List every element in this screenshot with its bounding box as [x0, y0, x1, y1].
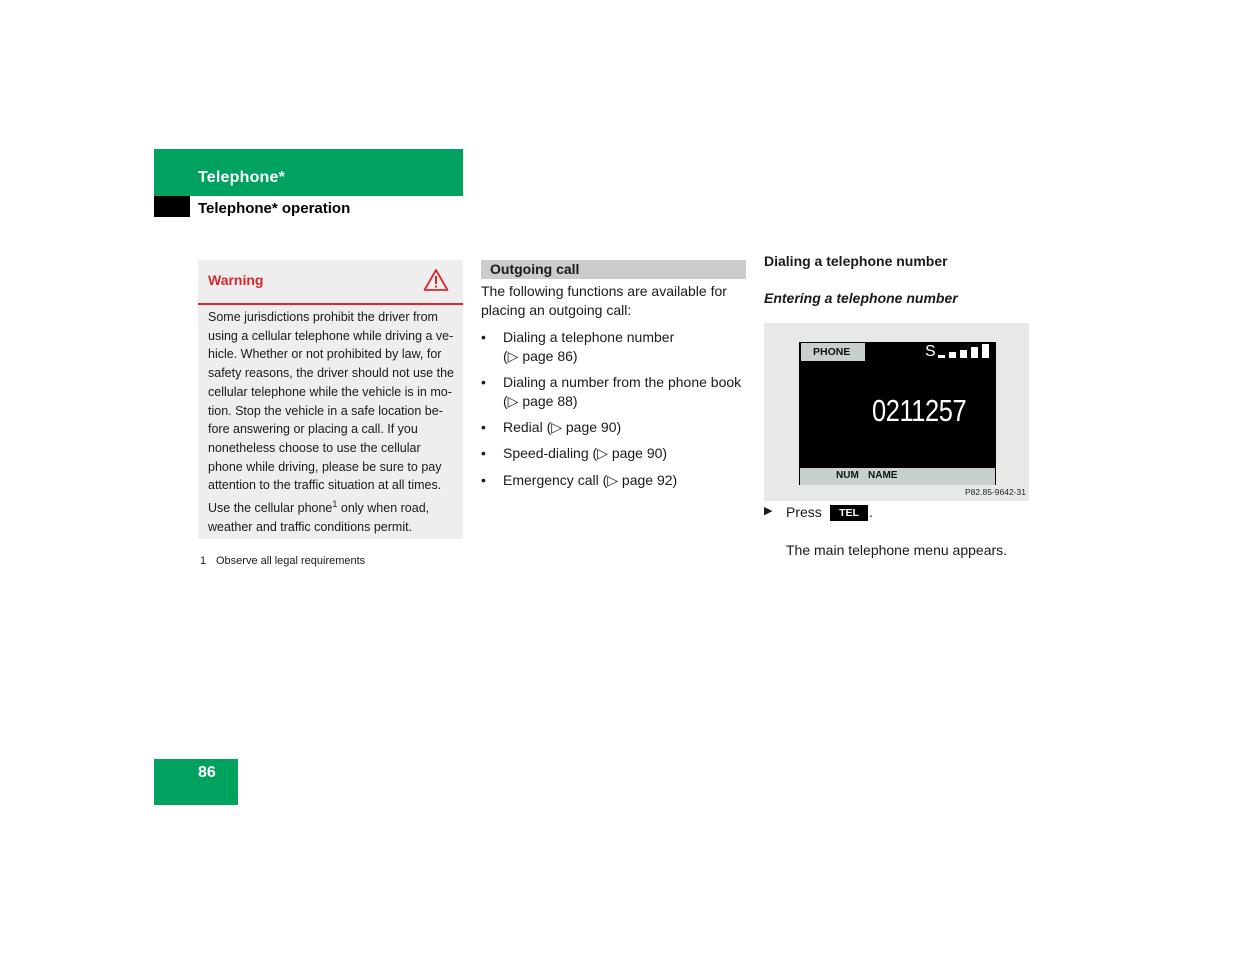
list-item-text: Dialing a telephone number [503, 329, 675, 345]
list-item-text[interactable]: Speed-dialing (▷ page 90) [503, 445, 668, 461]
outgoing-call-intro: The following functions are available for placing an outgoing call: [481, 283, 727, 318]
softkey-name: NAME [868, 470, 898, 481]
warning-label: Warning [208, 272, 264, 288]
warning-triangle-icon [423, 268, 449, 292]
page-number: 86 [198, 764, 216, 781]
bullet-marker: • [481, 472, 486, 488]
chapter-title: Telephone* [198, 169, 286, 186]
warning-text-main: Some jurisdictions prohibit the driver from using a cellular telephone while driving a ve-hicle. Whether or not prohibited by law, for safety reasons, the driver should not use the cellular telephone while the vehicle is in mo-tion. Stop the vehicle in a safe location be-fore answering or placing a call. If you nonetheless choose to use the cellular phone while driving, please be sure to pay attention to the traffic situation at all times. Use the cellular phone [208, 310, 454, 516]
footnote [200, 555, 365, 567]
signal-strength-icon [936, 343, 992, 361]
softkey-bar [800, 468, 995, 485]
phone-tab: PHONE [801, 343, 865, 361]
image-code: P82.85-9642-31 [965, 487, 1026, 497]
list-item-text: Dialing a number from the phone book [503, 374, 742, 390]
step-period: . [869, 504, 873, 520]
list-item-text[interactable]: Emergency call (▷ page 92) [503, 472, 678, 488]
section-title: Telephone* operation [198, 200, 351, 217]
step-instruction: Press [786, 504, 822, 520]
section-marker [154, 196, 190, 217]
list-item-text[interactable]: Redial (▷ page 90) [503, 419, 622, 435]
step-result: The main telephone menu appears. [786, 542, 1008, 558]
footnote-text: Observe all legal requirements [216, 555, 366, 567]
page-link[interactable]: (▷ page 86) [503, 347, 578, 364]
step-arrow-icon: ▶ [764, 505, 773, 517]
warning-text-end: only when road, weather and traffic conditions permit. [208, 501, 430, 534]
page-number-box [154, 759, 238, 805]
softkey-num: NUM [836, 470, 859, 481]
tel-key-button[interactable]: TEL [830, 505, 868, 521]
bullet-marker: • [481, 445, 486, 461]
footnote-ref: 1 [332, 499, 338, 510]
bullet-marker: • [481, 374, 486, 390]
footnote-number: 1 [200, 555, 207, 567]
dialing-title: Dialing a telephone number [764, 253, 948, 269]
bullet-marker: • [481, 329, 486, 345]
entering-subtitle: Entering a telephone number [764, 290, 958, 306]
outgoing-call-title: Outgoing call [490, 261, 580, 277]
page-link[interactable]: (▷ page 88) [503, 392, 578, 409]
signal-label: S [925, 343, 936, 360]
dialed-number: 0211257 [872, 393, 967, 428]
bullet-marker: • [481, 419, 486, 435]
warning-text [208, 308, 458, 537]
